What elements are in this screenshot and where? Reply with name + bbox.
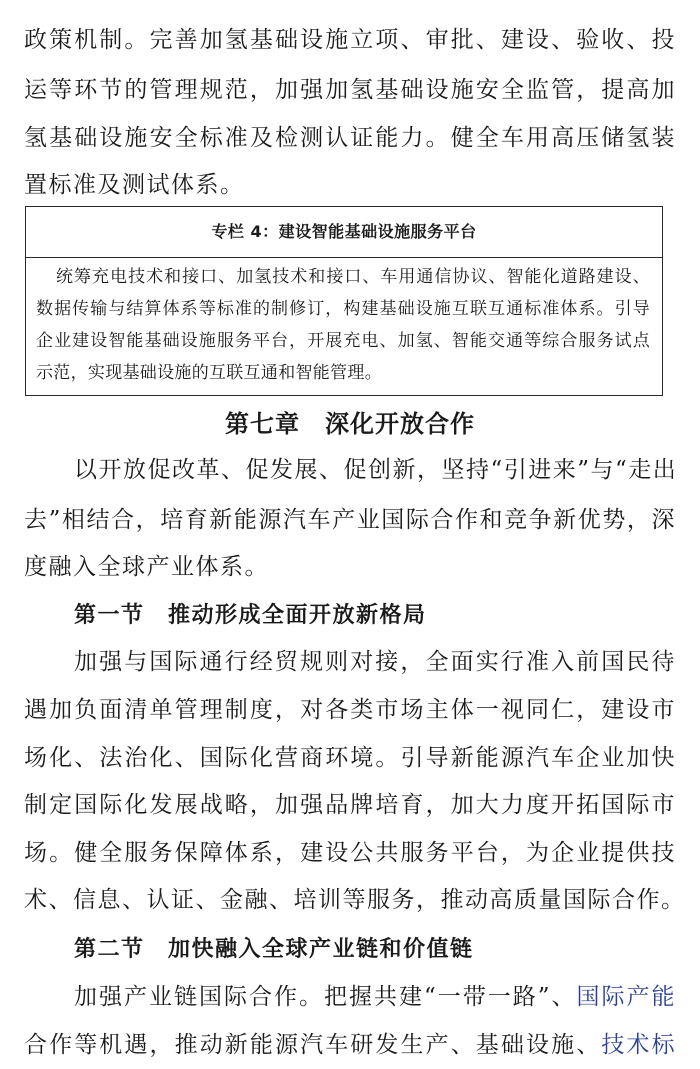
intro-line-1: 政策机制。完善加氢基础设施立项、审批、建设、验收、投: [24, 27, 676, 53]
section-2-line-2-text: 合作等机遇，推动新能源汽车研发生产、基础设施、: [24, 1032, 602, 1058]
chapter-line-2: 去”相结合，培育新能源汽车产业国际合作和竞争新优势，深: [24, 507, 676, 533]
box-line-1: 统筹充电技术和接口、加氢技术和接口、车用通信协议、智能化道路建设、: [56, 267, 650, 287]
section-2-line-2: [24, 1030, 676, 1060]
section-1-title: 第一节 推动形成全面开放新格局: [74, 603, 427, 628]
chapter-title: 第七章 深化开放合作: [225, 410, 475, 438]
intro-line-4: 置标准及测试体系。: [24, 172, 245, 198]
special-column-box: [25, 206, 663, 396]
section-1-line-3: 场化、法治化、国际化营商环境。引导新能源汽车企业加快: [24, 745, 676, 771]
section-1-line-4: 制定国际化发展战略，加强品牌培育，加大力度开拓国际市: [24, 792, 676, 818]
section-1-line-1: 加强与国际通行经贸规则对接，全面实行准入前国民待: [74, 649, 676, 675]
section-1-line-5: 场。健全服务保障体系，建设公共服务平台，为企业提供技: [24, 840, 676, 866]
chapter-line-1: 以开放促改革、促发展、促创新，坚持“引进来”与“走出: [74, 457, 678, 483]
box-line-2: 数据传输与结算体系等标准的制修订，构建基础设施互联互通标准体系。引导: [36, 299, 650, 319]
box-line-4: 示范，实现基础设施的互联互通和智能管理。: [36, 363, 382, 383]
box-line-3: 企业建设智能基础设施服务平台，开展充电、加氢、智能交通等综合服务试点: [36, 331, 650, 351]
section-1-line-2: 遇加负面清单管理制度，对各类市场主体一视同仁，建设市: [24, 697, 676, 723]
section-2-title: 第二节 加快融入全球产业链和价值链: [74, 937, 474, 962]
chapter-line-3: 度融入全球产业体系。: [24, 554, 269, 580]
special-column-title: 专栏 4：建设智能基础设施服务平台: [26, 207, 662, 258]
section-2-line-1-text: 加强产业链国际合作。把握共建“一带一路”、: [74, 984, 577, 1010]
intro-line-2: 运等环节的管理规范，加强加氢基础设施安全监管，提高加: [24, 77, 676, 103]
section-1-line-6: 术、信息、认证、金融、培训等服务，推动高质量国际合作。: [24, 887, 686, 913]
section-2-line-1-highlight: 国际产能: [576, 984, 676, 1010]
intro-line-3: 氢基础设施安全标准及检测认证能力。健全车用高压储氢装: [24, 125, 676, 151]
section-2-line-2-highlight: 技术标: [601, 1032, 677, 1058]
section-2-line-1: [74, 982, 676, 1012]
